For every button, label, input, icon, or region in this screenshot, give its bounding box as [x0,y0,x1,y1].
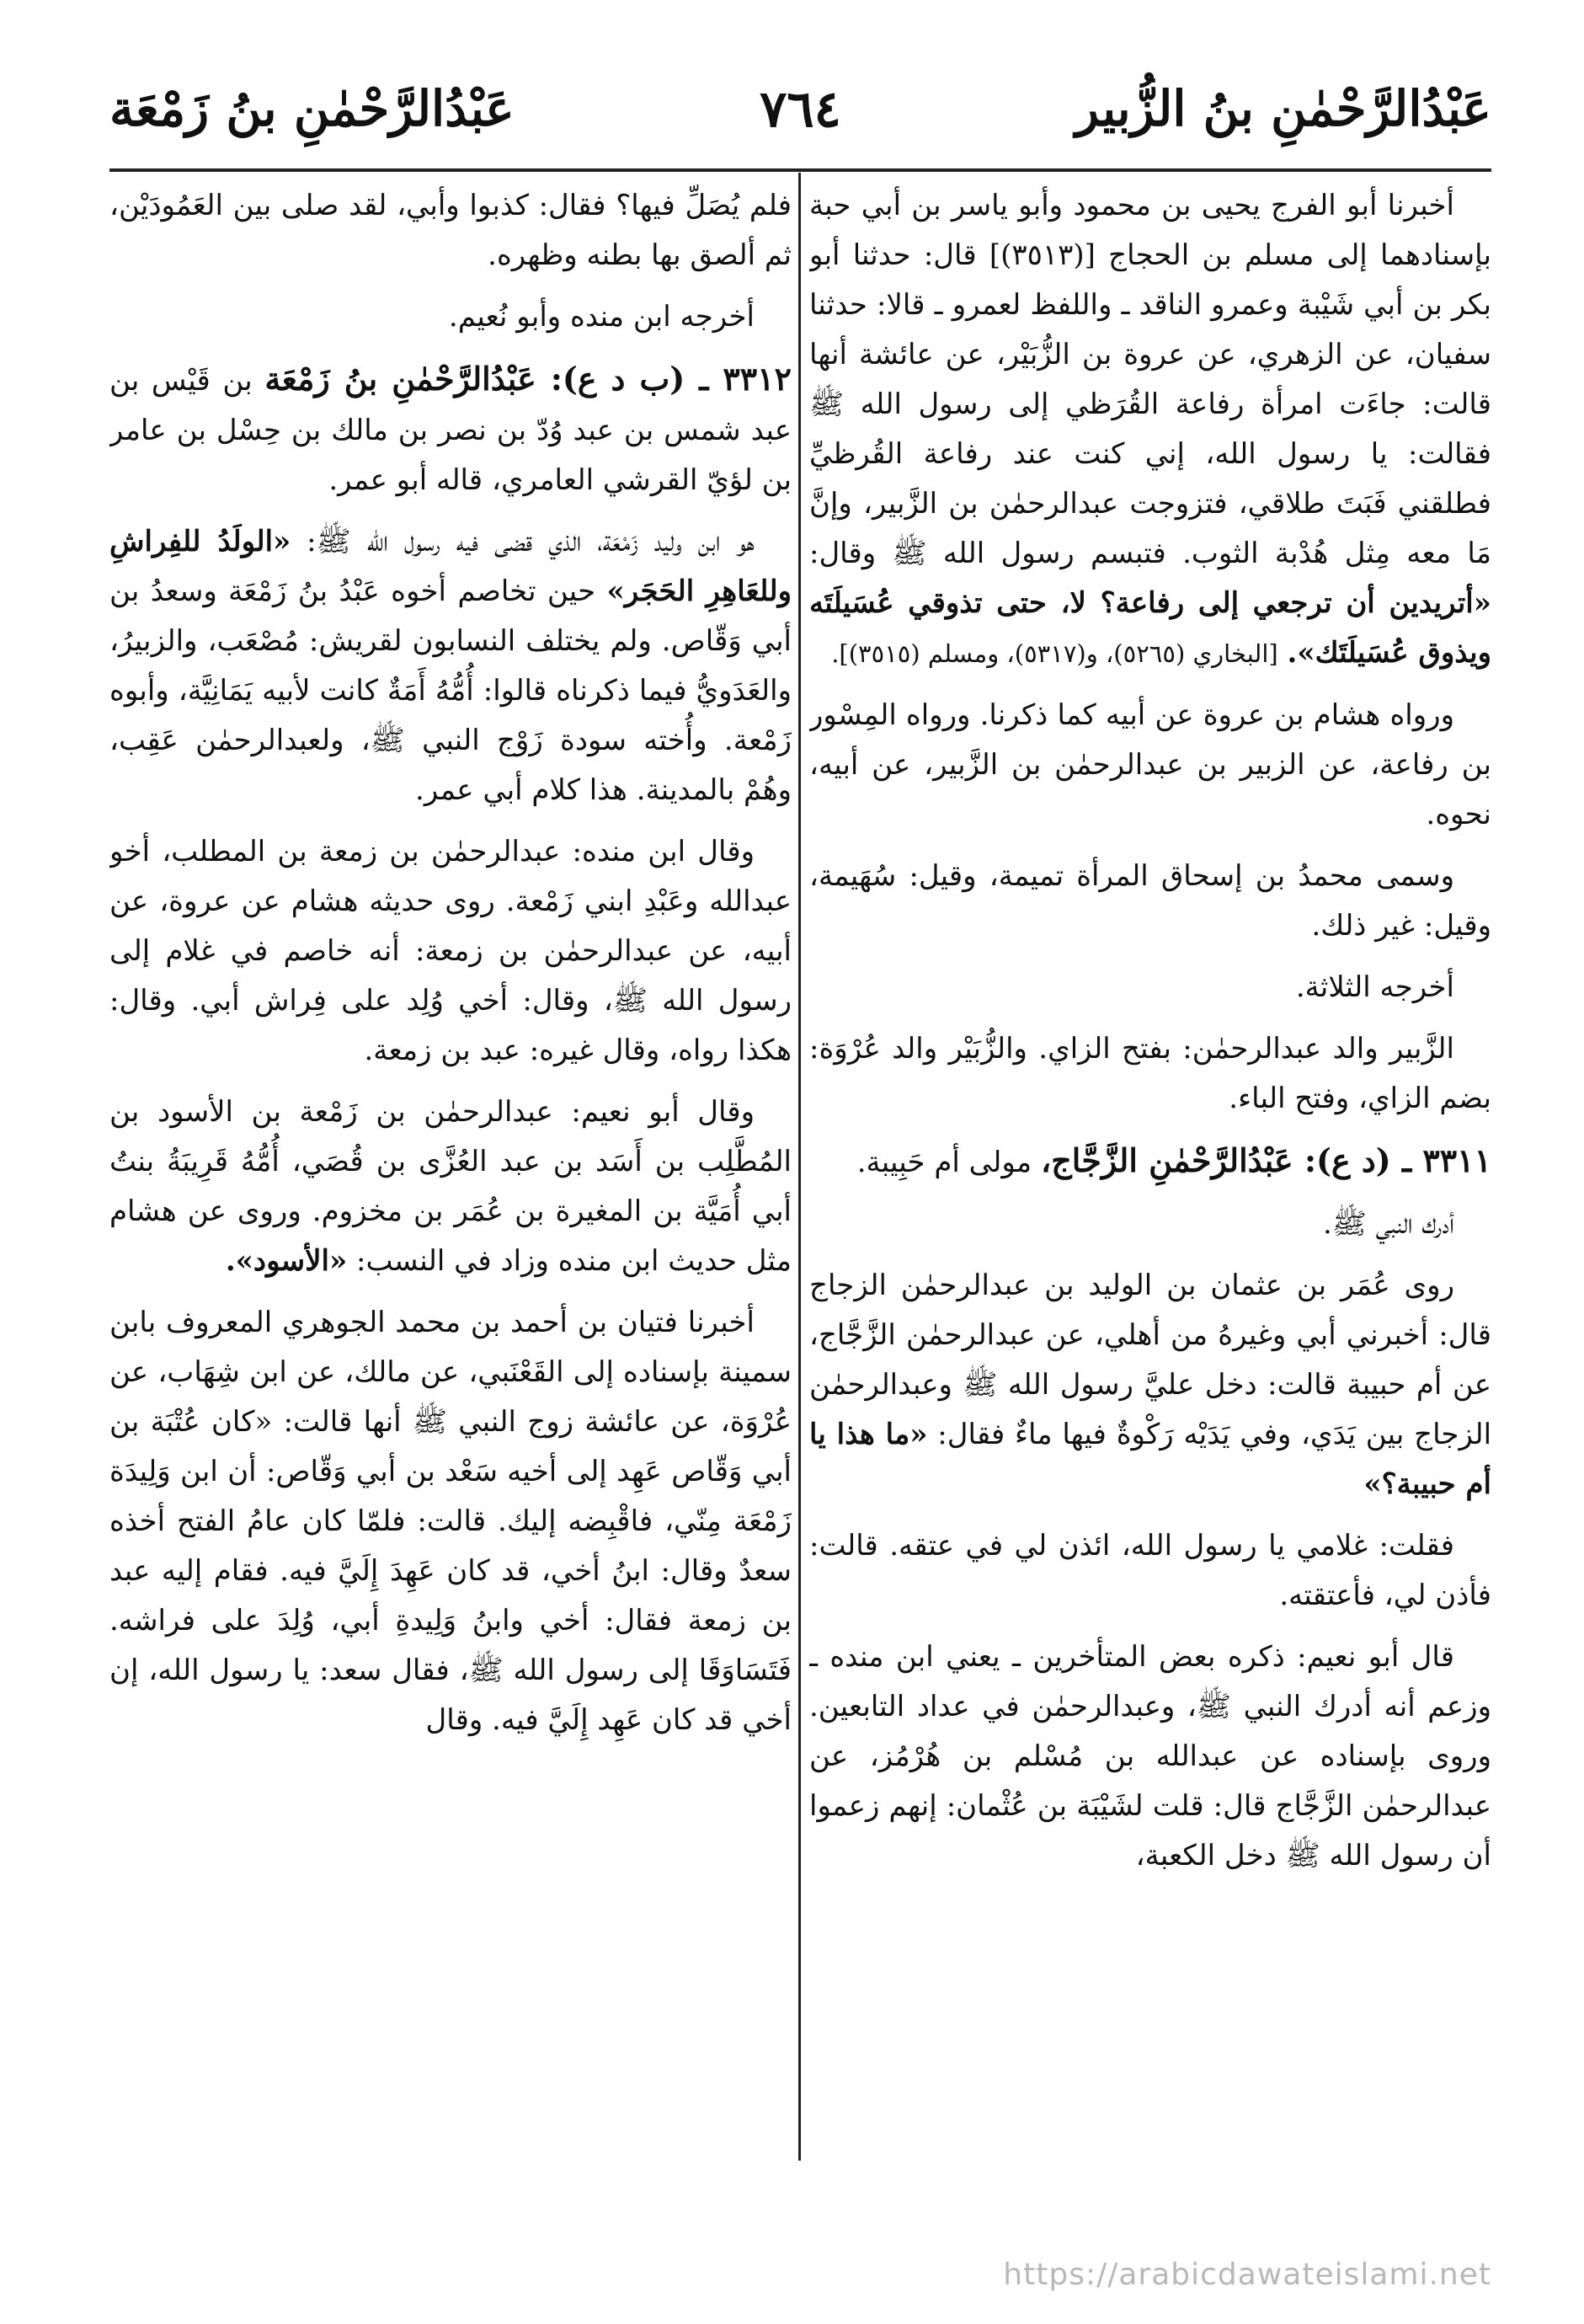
hadith-quote: «أتريدين أن ترجعي إلى رفاعة؟ لا، حتى تذوقي عُسَيلَتَه ويذوق عُسَيلَتَك». [809,586,1491,670]
entry-heading: ٣٣١١ ـ (د ع): عَبْدُالرَّحْمٰنِ الزَّجَّاج، [1040,1141,1491,1179]
left-column [109,181,792,2144]
paragraph: ورواه هشام بن عروة عن أبيه كما ذكرنا. ورواه المِسْور بن رفاعة، عن الزبير بن عبدالرحمٰن بن الزَّبير، عن أبيه، نحوه. [809,698,1491,831]
entry-3312 [109,354,792,505]
paragraph: وسمى محمدُ بن إسحاق المرأة تميمة، وقيل: سُهَيمة، وقيل: غير ذلك. [809,859,1491,943]
hadith-quote: «الولَدُ للفِراشِ وللعَاهِرِ الحَجَر» [109,525,792,608]
paragraph: قال أبو نعيم: ذكره بعض المتأخرين ـ يعني ابن منده ـ وزعم أنه أدرك النبي ﷺ، وعبدالرحمٰن في عداد التابعين. وروى بإسناده عن عبدالله بن مُسْلم بن هُرْمُز، عن عبدالرحمٰن الزَّجَّاج قال: قلت لشَيْبَة بن عُثْمان: إنهم زعموا أن رسول الله ﷺ دخل الكعبة، [809,1640,1491,1873]
entry-text: بن قَيْس بن عبد شمس بن عبد وُدّ بن نصر بن مالك بن حِسْل بن عامر بن لؤيّ القرشي العامري، قاله أبو عمر. [109,364,792,497]
paragraph: أدرك النبي ﷺ. [1322,1207,1454,1241]
paragraph: أخرجه ابن منده وأبو نُعيم. [448,300,755,334]
hadith-quote: «الأسود». [225,1244,348,1278]
entry-3311 [809,1135,1491,1188]
entry-heading: ٣٣١٢ ـ (ب د ع): عَبْدُالرَّحْمٰنِ بنُ زَمْعَة [264,360,792,398]
paragraph [109,1087,792,1286]
paragraph: فقلت: غلامي يا رسول الله، ائذن لي في عتقه. قالت: فأذن لي، فأعتقته. [809,1529,1491,1612]
running-header [109,80,1491,156]
page-number: ٧٦٤ [760,80,841,139]
hadith-quote: «ما هذا يا أم حبيبة؟» [809,1418,1491,1501]
paragraph: فلم يُصَلِّ فيها؟ فقال: كذبوا وأبي، لقد صلى بين العَمُودَيْن، ثم ألصق بها بطنه وظهره. [109,189,792,272]
header-rule [109,168,1491,172]
paragraph-text: أخبرنا أبو الفرج يحيى بن محمود وأبو ياسر بن أبي حبة بإسنادهما إلى مسلم بن الحجاج [(٣٥١٣)] قال: حدثنا أبو بكر بن أبي شَيْبة وعمرو الناقد ـ واللفظ لعمرو ـ قالا: حدثنا سفيان، عن الزهري، عن عروة بن الزُّبَيْر، عن عائشة أنها قالت: جاءَت امرأة رفاعة القُرَظي إلى رسول الله ﷺ فقالت: يا رسول الله، إني كنت عند رفاعة القُرظيِّ فطلقني فَبَتَ طلاقي، فتزوجت عبدالرحمٰن بن الزَّبير، وإنَّ مَا معه مِثل هُدْبة الثوب. فتبسم رسول الله ﷺ وقال: [809,189,1491,570]
paragraph [809,1261,1491,1509]
paragraph-text: روى عُمَر بن عثمان بن الوليد بن عبدالرحمٰن الزجاج قال: أخبرني أبي وغيرهُ من أهلي، عن عبدالرحمٰن الزَّجَّاج، عن أم حبيبة قالت: دخل عليَّ رسول الله ﷺ وعبدالرحمٰن الزجاج بين يَدَي، وفي يَدَيْه رَكْوةٌ فيها ماءٌ فقال: [809,1269,1491,1451]
paragraph-text: هو ابن وليد زَمْعَة، الذي قضى فيه رسول الله ﷺ: [307,525,755,558]
entry-text: مولى أم حَبِيبة. [856,1146,1032,1179]
header-title-left: عَبْدُالرَّحْمٰنِ بنُ زَمْعَة [109,80,515,137]
paragraph-text: وقال أبو نعيم: عبدالرحمٰن بن زَمْعة بن الأسود بن المُطَّلِب بن أَسَد بن عبد العُزَّى بن قُصَي، أُمُّهُ قَرِيبَةُ بنتُ أبي أُمَيَّة بن المغيرة بن عُمَر بن مخزوم. وروى عن هشام مثل حديث ابن منده وزاد في النسب: [109,1095,792,1278]
header-title-right: عَبْدُالرَّحْمٰنِ بنُ الزُّبير [1075,80,1491,137]
paragraph [809,181,1491,679]
paragraph: الزَّبير والد عبدالرحمٰن: بفتح الزاي. والزُّبَيْر والد عُرْوَة: بضم الزاي، وفتح الباء. [809,1032,1491,1115]
paragraph: أخبرنا فتيان بن أحمد بن محمد الجوهري المعروف بابن سمينة بإسناده إلى القَعْنَبي، عن مالك، عن ابن شِهَاب، عن عُرْوَة، عن عائشة زوج النبي ﷺ أنها قالت: «كان عُتْبَة بن أبي وَقّاص عَهِد إلى أخيه سَعْد بن أبي وَقّاص: أن ابن وَلِيدَة زَمْعَة مِنّي، فاقْبِضه إليك. قالت: فلمّا كان عامُ الفتح أخذه سعدٌ وقال: ابنُ أخي، قد كان عَهِدَ إِلَيَّ فيه. فقام إليه عبد بن زمعة فقال: أخي وابنُ وَلِيدةِ أبي، وُلِدَ على فراشه. فَتَسَاوَقَا إلى رسول الله ﷺ، فقال سعد: يا رسول الله، إن أخي قد كان عَهِد إِلَيَّ فيه. وقال [109,1306,792,1737]
reference: [البخاري (٥٢٦٥)، و(٥٣١٧)، ومسلم (٣٥١٥)]. [831,639,1278,668]
right-column [809,181,1491,2144]
paragraph: أخرجه الثلاثة. [1295,970,1454,1004]
paragraph-text: حين تخاصم أخوه عَبْدُ بنُ زَمْعَة وسعدُ بن أبي وَقّاص. ولم يختلف النسابون لقريش: مُصْعَب، والزبيرُ، والعَدَويُّ فيما ذكرناه قالوا: أُمُّهُ أَمَةٌ كانت لأبيه يَمَانِيَّة، وأبوه زَمْعة. وأُخته سودة زَوْج النبي ﷺ، ولعبدالرحمٰن عَقِب، وهُمْ بالمدينة. هذا كلام أبي عمر. [109,574,792,807]
column-divider [798,173,801,2161]
paragraph [109,517,792,815]
watermark-url: https://arabicdawateislami.net [1003,2257,1491,2292]
paragraph: وقال ابن منده: عبدالرحمٰن بن زمعة بن المطلب، أخو عبدالله وعَبْدِ ابني زَمْعة. روى حديثه هشام عن عروة، عن أبيه، عن عبدالرحمٰن بن زمعة: أنه خاصم في غلام إلى رسول الله ﷺ، وقال: أخي وُلِد على فِراش أبي. وقال: هكذا رواه، وقال غيره: عبد بن زمعة. [109,835,792,1067]
